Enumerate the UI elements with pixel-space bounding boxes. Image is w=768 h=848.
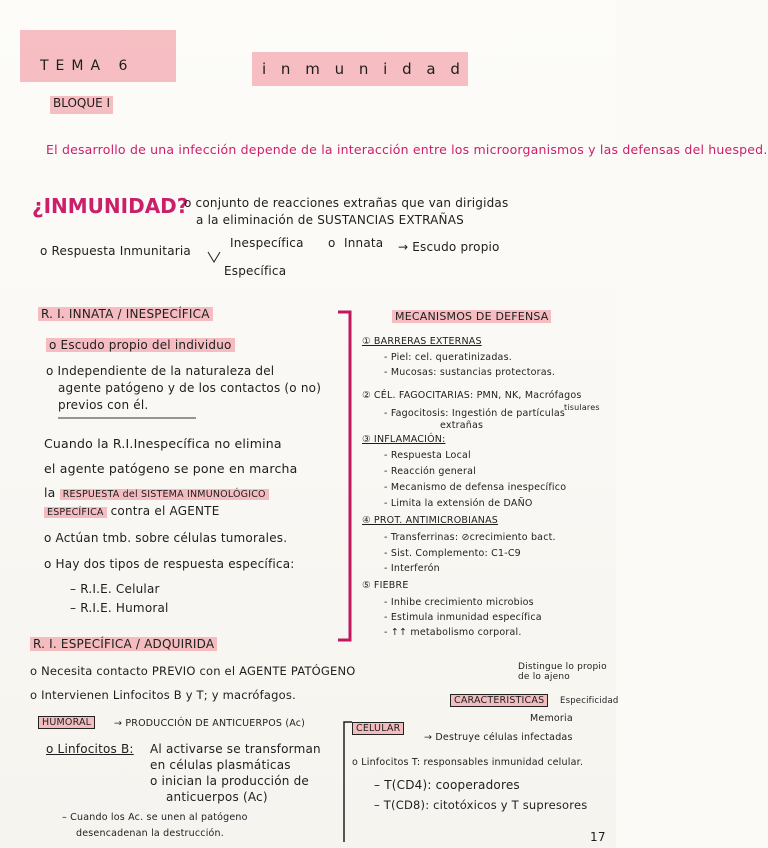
respuesta-o: o (328, 236, 336, 250)
caract-memoria: Memoria (530, 713, 573, 724)
innata-bullet-2a: o Independiente de la naturaleza del (46, 364, 275, 378)
definition-term: ¿INMUNIDAD? (32, 194, 189, 218)
celular-lt: o Linfocitos T: responsables inmunidad celular. (352, 757, 584, 768)
definition-line-1: o conjunto de reacciones extrañas que van dirigidas (184, 196, 509, 210)
innata-para-3a: la (44, 485, 56, 500)
especifica-bullet-2: o Intervienen Linfocitos B y T; y macrófagos. (30, 688, 296, 702)
innata-sub-2: – R.I.E. Humoral (70, 601, 169, 615)
innata-para-3b: RESPUESTA del SISTEMA INMUNOLÓGICO (60, 489, 269, 500)
humoral-arrow: → PRODUCCIÓN DE ANTICUERPOS (Ac) (114, 718, 306, 729)
mec-2x: tisulares (564, 403, 600, 412)
humoral-fin-2: desencadenan la destrucción. (76, 828, 224, 839)
mec-4a: - Transferrinas: ⊘crecimiento bact. (384, 532, 556, 543)
mec-5a: - Inhibe crecimiento microbios (384, 597, 534, 608)
mec-4: ④ PROT. ANTIMICROBIANAS (362, 515, 499, 526)
celular-t1: – T(CD4): cooperadores (374, 778, 520, 792)
innata-para-1: Cuando la R.I.Inespecífica no elimina (44, 436, 282, 451)
mecanismos-heading: MECANISMOS DE DEFENSA (392, 310, 551, 323)
mec-2: ② CÉL. FAGOCITARIAS: PMN, NK, Macrófagos (362, 390, 582, 401)
respuesta-label: o Respuesta Inmunitaria (40, 244, 191, 258)
respuesta-inespecifica: Inespecífica (230, 236, 304, 250)
caract-especificidad: Especificidad (560, 696, 619, 706)
innata-para-4a: ESPECÍFICA (44, 507, 107, 518)
innata-bullet-3: o Actúan tmb. sobre células tumorales. (44, 531, 288, 545)
especifica-heading: R. I. ESPECÍFICA / ADQUIRIDA (30, 637, 217, 651)
mec-2b: extrañas (440, 420, 484, 431)
mec-4c: - Interferón (384, 563, 440, 574)
tema-title: TEMA 6 (40, 58, 135, 74)
mec-5: ⑤ FIEBRE (362, 580, 409, 591)
humoral-lb2: en células plasmáticas (150, 758, 291, 772)
innata-bullet-2c: previos con él. (58, 398, 149, 412)
mec-3c: - Mecanismo de defensa inespecífico (384, 482, 567, 493)
innata-para-3 (44, 485, 269, 500)
mec-1b: - Mucosas: sustancias protectoras. (384, 367, 556, 378)
caract-box: CARACTERÍSTICAS (450, 694, 548, 707)
bracket-mecanismos (338, 312, 350, 640)
celular-box: CELULAR (352, 722, 404, 735)
innata-bullet-4: o Hay dos tipos de respuesta específica: (44, 557, 295, 571)
bracket-celular (344, 722, 352, 842)
innata-bullet-1-text: o Escudo propio del individuo (46, 338, 235, 352)
innata-bullet-1 (46, 338, 235, 352)
respuesta-innata: Innata (344, 236, 384, 250)
definition-line-2: a la eliminación de SUSTANCIAS EXTRAÑAS (196, 213, 464, 227)
caract-distingue: Distingue lo propio de lo ajeno (518, 662, 607, 682)
celular-arrow: → Destruye células infectadas (424, 732, 573, 743)
celular-t2: – T(CD8): citotóxicos y T supresores (374, 798, 588, 812)
innata-sub-1: – R.I.E. Celular (70, 582, 160, 596)
innata-para-4b: contra el AGENTE (110, 504, 220, 518)
mec-5c: - ↑↑ metabolismo corporal. (384, 627, 522, 638)
humoral-lb: o Linfocitos B: (46, 742, 134, 756)
mec-2a: - Fagocitosis: Ingestión de partículas (384, 408, 565, 419)
title-highlight (20, 30, 176, 82)
humoral-lb3: o inician la producción de (150, 774, 309, 788)
humoral-fin-1: – Cuando los Ac. se unen al patógeno (62, 812, 248, 823)
humoral-lb4: anticuerpos (Ac) (166, 790, 268, 804)
branch-arrow (208, 252, 220, 262)
innata-para-4 (44, 504, 219, 518)
mec-4b: - Sist. Complemento: C1-C9 (384, 548, 521, 559)
innata-bullet-2b: agente patógeno y de los contactos (o no) (58, 381, 322, 395)
mec-3b: - Reacción general (384, 466, 476, 477)
page-number: 17 (590, 830, 606, 844)
humoral-box: HUMORAL (38, 716, 95, 729)
mec-3a: - Respuesta Local (384, 450, 471, 461)
topic-title: i n m u n i d a d (262, 60, 465, 78)
innata-heading: R. I. INNATA / INESPECÍFICA (38, 307, 213, 321)
intro-line: El desarrollo de una infección depende de la interacción entre los microorganismos y las defensas del huesped. (46, 142, 768, 157)
humoral-lb1: Al activarse se transforman (150, 742, 321, 756)
respuesta-escudo: → Escudo propio (398, 240, 500, 254)
mec-3d: - Limita la extensión de DAÑO (384, 498, 533, 509)
bloque-label: BLOQUE I (50, 96, 113, 114)
mec-3: ③ INFLAMACIÓN: (362, 434, 446, 445)
especifica-bullet-1: o Necesita contacto PREVIO con el AGENTE PATÓGENO (30, 664, 356, 678)
mec-1a: - Piel: cel. queratinizadas. (384, 352, 512, 363)
mec-1: ① BARRERAS EXTERNAS (362, 336, 482, 347)
innata-para-2: el agente patógeno se pone en marcha (44, 461, 298, 476)
respuesta-especifica: Específica (224, 264, 287, 278)
mec-5b: - Estimula inmunidad específica (384, 612, 542, 623)
